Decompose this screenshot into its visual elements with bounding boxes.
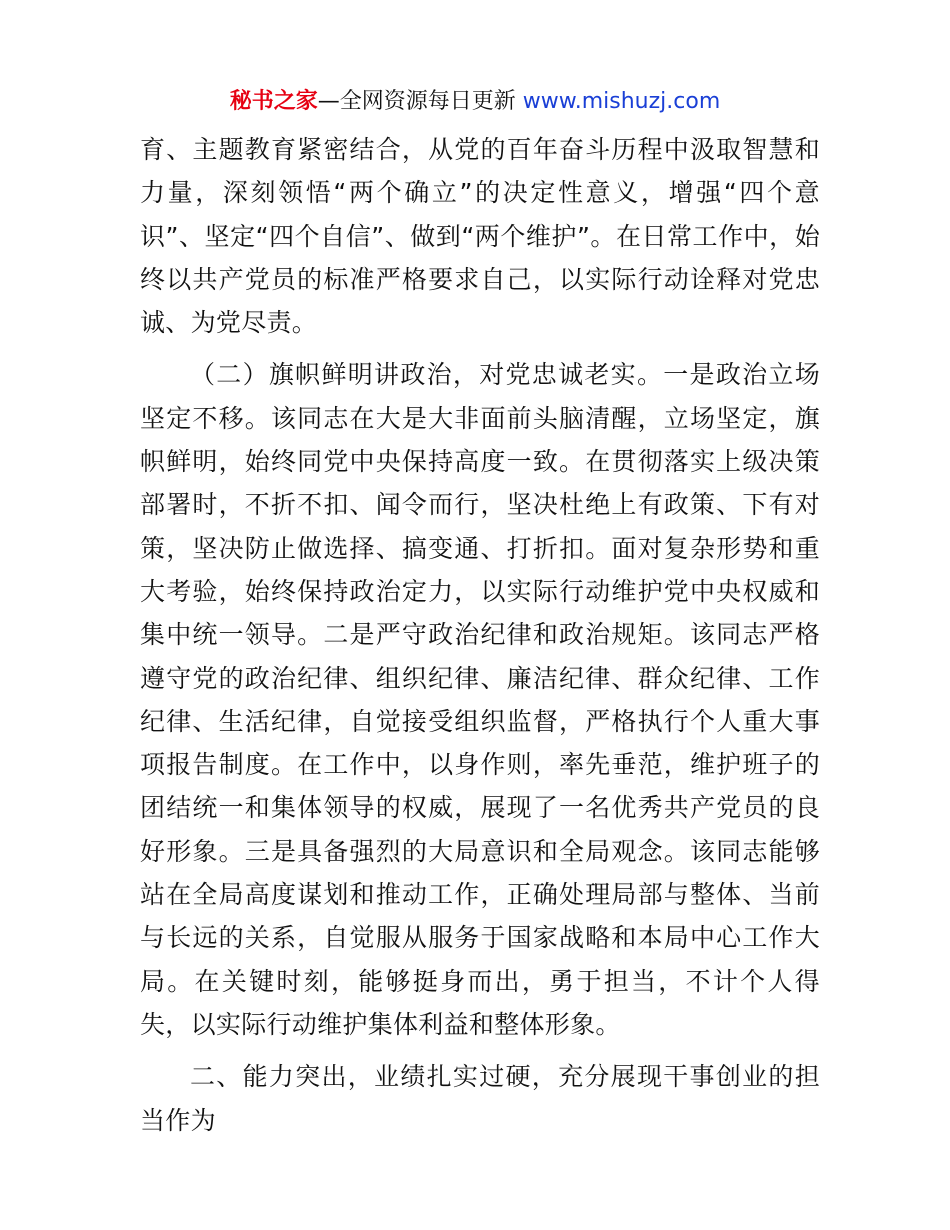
section-heading-ability: 二、能力突出，业绩扎实过硬，充分展现干事创业的担当作为 — [140, 1062, 820, 1135]
site-url-link[interactable]: www.mishuzj.com — [522, 89, 721, 114]
paragraph-section-two: （二）旗帜鲜明讲政治，对党忠诚老实。一是政治立场坚定不移。该同志在大是大非面前头脑清醒，立场坚定，旗帜鲜明，始终同党中央保持高度一致。在贯彻落实上级决策部署时，不折不扣、闻令而行，坚决杜绝上有政策、下有对策，坚决防止做选择、搞变通、打折扣。面对复杂形势和重大考验，始终保持政治定力，以实际行动维护党中央权威和集中统一领导。二是严守政治纪律和政治规矩。该同志严格遵守党的政治纪律、组织纪律、廉洁纪律、群众纪律、工作纪律、生活纪律，自觉接受组织监督，严格执行个人重大事项报告制度。在工作中，以身作则，率先垂范，维护班子的团结统一和集体领导的权威，展现了一名优秀共产党员的良好形象。三是具备强烈的大局意识和全局观念。该同志能够站在全局高度谋划和推动工作，正确处理局部与整体、当前与长远的关系，自觉服从服务于国家战略和本局中心工作大局。在关键时刻，能够挺身而出，勇于担当，不计个人得失，以实际行动维护集体利益和整体形象。 — [140, 360, 820, 1039]
page-header — [0, 86, 950, 118]
site-brand: 秘书之家 — [229, 89, 318, 114]
site-slogan: —全网资源每日更新 — [317, 89, 516, 114]
paragraph-continuation: 育、主题教育紧密结合，从党的百年奋斗历程中汲取智慧和力量，深刻领悟“两个确立”的决定性意义，增强“四个意识”、坚定“四个自信”、做到“两个维护”。在日常工作中，始终以共产党员的标准严格要求自己，以实际行动诠释对党忠诚、为党尽责。 — [140, 135, 820, 338]
document-body — [140, 128, 820, 1151]
